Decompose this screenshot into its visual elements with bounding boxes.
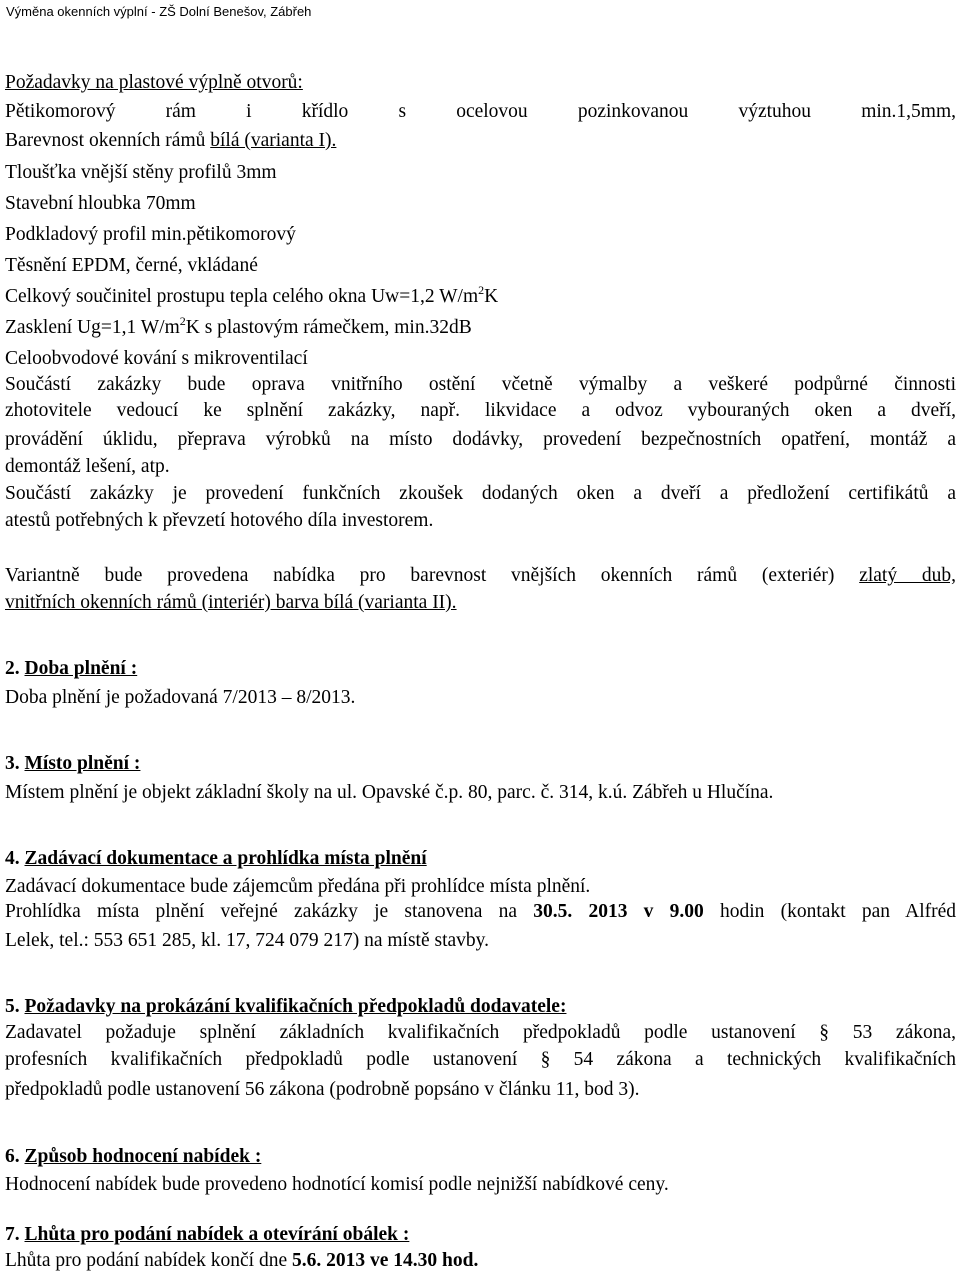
section-5-line-3: předpokladů podle ustanovení 56 zákona (podrobně popsáno v článku 11, bod 3).: [5, 1079, 640, 1100]
tests-line-2: atestů potřebných k převzetí hotového díla investorem.: [5, 510, 434, 531]
requirements-heading: Požadavky na plastové výplně otvorů:: [5, 72, 303, 93]
uw-value: Celkový součinitel prostupu tepla celého okna Uw=1,2 $W/m^2K$: [5, 283, 499, 307]
variant-line-1: Variantně bude provedena nabídka pro barevnost vnějších okenních rámů (exteriér) zlatý dub,: [5, 565, 956, 586]
running-header: Výměna okenních výplní - ZŠ Dolní Benešov, Zábřeh: [6, 4, 312, 19]
build-depth: Stavební hloubka 70mm: [5, 193, 196, 214]
section-6-text: Hodnocení nabídek bude provedeno hodnotící komisí podle nejnižší nabídkové ceny.: [5, 1174, 669, 1195]
section-5-heading: 5. Požadavky na prokázání kvalifikačních předpokladů dodavatele:: [5, 996, 567, 1017]
scope-line-2: zhotovitele vedoucí ke splnění zakázky, např. likvidace a odvoz vybouraných oken a dveří,: [5, 400, 956, 421]
wall-thickness: Tloušťka vnější stěny profilů 3mm: [5, 162, 277, 183]
section-4-text-1: Zadávací dokumentace bude zájemcům předána při prohlídce místa plnění.: [5, 876, 591, 897]
section-4-text-3: Lelek, tel.: 553 651 285, kl. 17, 724 079 217) na místě stavby.: [5, 930, 490, 951]
section-6-heading: 6. Způsob hodnocení nabídek :: [5, 1146, 262, 1167]
scope-line-1: Součástí zakázky bude oprava vnitřního ostění včetně výmalby a veškeré podpůrné činnosti: [5, 374, 956, 395]
variant-line-2: vnitřních okenních rámů (interiér) barva bílá (varianta II).: [5, 592, 457, 613]
section-4-heading: 4. Zadávací dokumentace a prohlídka místa plnění: [5, 848, 427, 869]
section-3-heading: 3. Místo plnění :: [5, 753, 141, 774]
frame-requirement: Pětikomorový rám i křídlo s ocelovou pozinkovanou výztuhou min.1,5mm,: [5, 101, 956, 122]
frame-color: Barevnost okenních rámů bílá (varianta I).: [5, 130, 337, 151]
scope-line-3: provádění úklidu, přeprava výrobků na místo dodávky, provedení bezpečnostních opatření, montáž a: [5, 429, 956, 450]
section-2-text: Doba plnění je požadovaná 7/2013 – 8/2013.: [5, 687, 356, 708]
scope-line-4: demontáž lešení, atp.: [5, 456, 170, 477]
section-2-heading: 2. Doba plnění :: [5, 658, 138, 679]
seal-spec: Těsnění EPDM, černé, vkládané: [5, 255, 258, 276]
section-4-visit: Prohlídka místa plnění veřejné zakázky je stanovena na 30.5. 2013 v 9.00 hodin (kontakt pan Alfréd: [5, 901, 957, 922]
section-5-line-1: Zadavatel požaduje splnění základních kvalifikačních předpokladů podle ustanovení § 53 zákona,: [5, 1022, 956, 1043]
ug-value: Zasklení Ug=1,1 $W/m^2K$ s plastovým rámečkem, min.32dB: [5, 314, 472, 338]
section-3-text: Místem plnění je objekt základní školy na ul. Opavské č.p. 80, parc. č. 314, k.ú. Zábřeh u Hlučína.: [5, 782, 774, 803]
section-7-text: Lhůta pro podání nabídek končí dne 5.6. 2013 ve 14.30 hod.: [5, 1250, 479, 1271]
hardware-spec: Celoobvodové kování s mikroventilací: [5, 348, 308, 369]
base-profile: Podkladový profil min.pětikomorový: [5, 224, 296, 245]
section-7-heading: 7. Lhůta pro podání nabídek a otevírání obálek :: [5, 1224, 410, 1245]
tests-line-1: Součástí zakázky je provedení funkčních zkoušek dodaných oken a dveří a předložení certifikátů a: [5, 483, 956, 504]
section-5-line-2: profesních kvalifikačních předpokladů podle ustanovení § 54 zákona a technických kvalifikačních: [5, 1049, 956, 1070]
